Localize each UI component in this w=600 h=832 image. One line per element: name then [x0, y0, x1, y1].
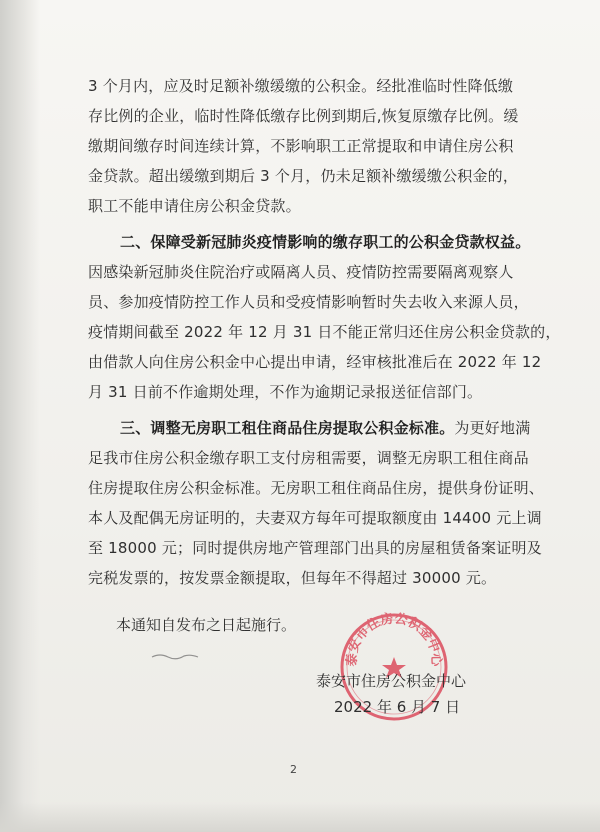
section2-heading-line [0, 232, 600, 252]
signature-organization: 泰安市住房公积金中心 [316, 672, 467, 690]
scribble-mark [150, 650, 200, 662]
section3-line: 本人及配偶无房证明的，夫妻双方每年可提取额度由 14400 元上调 [88, 509, 542, 527]
para1-line: 缴期间缴存时间连续计算，不影响职工正常提取和申请住房公积 [88, 137, 514, 155]
section3-line: 完税发票的，按发票金额提取，但每年不得超过 30000 元。 [88, 569, 497, 587]
page-number: 2 [290, 763, 297, 776]
section3-heading-tail: 为更好地满 [454, 419, 531, 437]
section3-line: 住房提取住房公积金标准。无房职工租住商品住房，提供身份证明、 [88, 479, 545, 497]
section3-line: 至 18000 元；同时提供房地产管理部门出具的房屋租赁备案证明及 [88, 539, 542, 557]
section3-heading: 三、调整无房职工租住商品住房提取公积金标准。 [120, 419, 455, 437]
para1-line: 存比例的企业，临时性降低缴存比例到期后,恢复原缴存比例。缓 [88, 107, 519, 125]
signature-date: 2022 年 6 月 7 日 [334, 698, 461, 716]
section2-line: 因感染新冠肺炎住院治疗或隔离人员、疫情防控需要隔离观察人 [88, 263, 514, 281]
seal-text: 泰安市住房公积金中心 [344, 611, 444, 667]
closing-statement: 本通知自发布之日起施行。 [116, 616, 297, 634]
para1-line: 3 个月内，应及时足额补缴缓缴的公积金。经批准临时性降低缴 [88, 77, 514, 95]
section2-line: 疫情期间截至 2022 年 12 月 31 日不能正常归还住房公积金贷款的， [88, 323, 561, 341]
section2-heading: 二、保障受新冠肺炎疫情影响的缴存职工的公积金贷款权益。 [120, 233, 531, 251]
section2-line: 月 31 日前不作逾期处理，不作为逾期记录报送征信部门。 [88, 383, 483, 401]
section2-line: 由借款人向住房公积金中心提出申请，经审核批准后在 2022 年 12 [88, 353, 542, 371]
page-shadow-bottom [0, 802, 600, 832]
para1-line: 职工不能申请住房公积金贷款。 [88, 197, 301, 215]
section3-heading-line [0, 418, 600, 438]
section3-line: 足我市住房公积金缴存职工支付房租需要，调整无房职工租住商品 [88, 449, 529, 467]
para1-line: 金贷款。超出缓缴到期后 3 个月，仍未足额补缴缓缴公积金的， [88, 167, 519, 185]
section2-line: 员、参加疫情防控工作人员和受疫情影响暂时失去收入来源人员， [88, 293, 529, 311]
